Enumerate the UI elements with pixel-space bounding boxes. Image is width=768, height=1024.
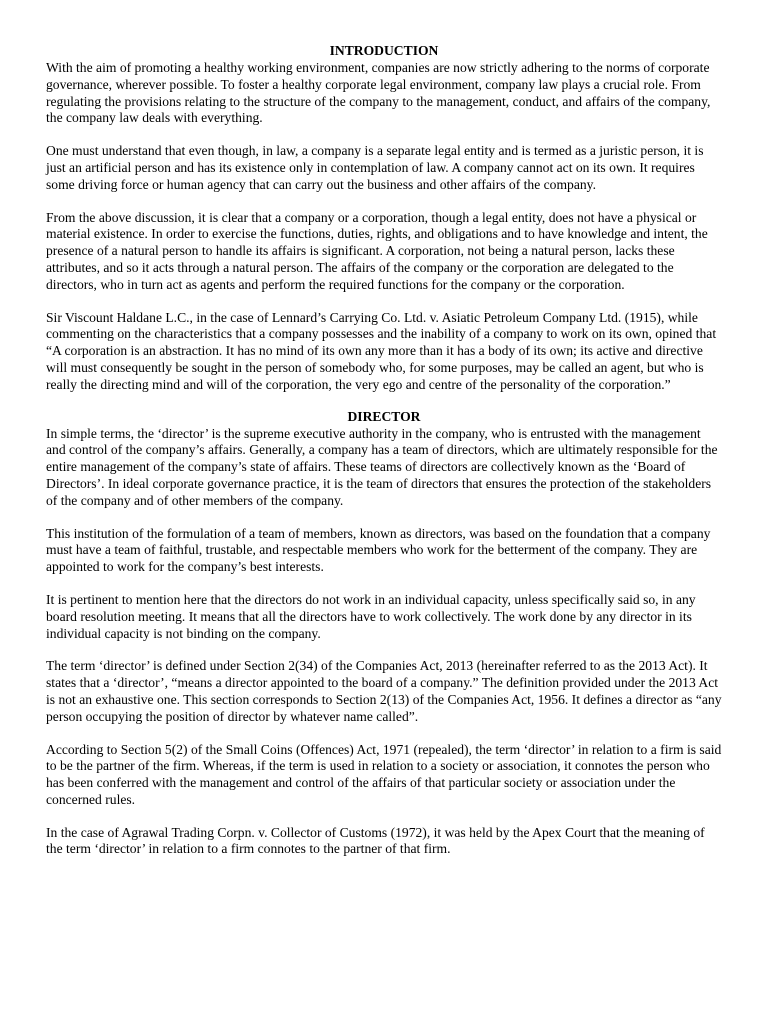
- introduction-paragraph-3: From the above discussion, it is clear that a company or a corporation, though a legal entity, does not have a physical or material existence. In order to exercise the functions, duties, rights, and obligations and to have knowledge and intent, the presence of a natural person to handle its affairs is significant. A corporation, not being a natural person, lacks these attributes, and so it acts through a natural person. The affairs of the company or the corporation are delegated to the directors, who in turn act as agents and perform the required functions for the company or the corporation.: [46, 209, 708, 292]
- introduction-paragraph-1: With the aim of promoting a healthy working environment, companies are now strictly adhering to the norms of corporate governance, wherever possible. To foster a healthy corporate legal environment, company law plays a crucial role. From regulating the provisions relating to the structure of the company to the management, conduct, and affairs of the company, the company law deals with everything.: [46, 60, 711, 126]
- director-paragraph-6: In the case of Agrawal Trading Corpn. v. Collector of Customs (1972), it was held by the Apex Court that the meaning of the term ‘director’ in relation to a firm connotes to the partner of that firm.: [46, 824, 705, 857]
- director-paragraph-2: This institution of the formulation of a team of members, known as directors, was based on the foundation that a company must have a team of faithful, trustable, and respectable members who work for the betterment of the company. They are appointed to work for the company’s best interests.: [46, 525, 711, 575]
- introduction-paragraph-4: Sir Viscount Haldane L.C., in the case of Lennard’s Carrying Co. Ltd. v. Asiatic Petroleum Company Ltd. (1915), while commenting on the characteristics that a company possesses and the inability of a company to work on its own, opined that “A corporation is an abstraction. It has no mind of its own any more than it has a body of its own; its active and directive will must consequently be sought in the person of somebody who, for some purposes, may be called an agent, but who is really the directing mind and will of the corporation, the very ego and centre of the personality of the corporation.”: [46, 309, 717, 392]
- director-paragraph-5: According to Section 5(2) of the Small Coins (Offences) Act, 1971 (repealed), the term ‘director’ in relation to a firm is said to be the partner of the firm. Whereas, if the term is used in relation to a society or association, it connotes the person who has been conferred with the management and control of the affairs of that particular society or association under the concerned rules.: [46, 741, 722, 807]
- introduction-paragraph-2: One must understand that even though, in law, a company is a separate legal entity and is termed as a juristic person, it is just an artificial person and has its existence only in contemplation of law. A company cannot act on its own. It requires some driving force or human agency that can carry out the business and other affairs of the company.: [46, 143, 704, 192]
- document-page: [46, 43, 722, 874]
- director-paragraph-3: It is pertinent to mention here that the directors do not work in an individual capacity, unless specifically said so, in any board resolution meeting. It means that all the directors have to work collectively. The work done by any director in its individual capacity is not binding on the company.: [46, 591, 696, 641]
- director-paragraph-1: In simple terms, the ‘director’ is the supreme executive authority in the company, who is entrusted with the management and control of the company’s affairs. Generally, a company has a team of directors, which are ultimately responsible for the entire management of the company’s state of affairs. These teams of directors are collectively known as the ‘Board of Directors’. In ideal corporate governance practice, it is the team of directors that ensures the protection of the stakeholders of the company and of other members of the company.: [46, 425, 718, 508]
- director-paragraph-4: The term ‘director’ is defined under Section 2(34) of the Companies Act, 2013 (hereinafter referred to as the 2013 Act). It states that a ‘director’, “means a director appointed to the board of a company.” The definition provided under the 2013 Act is not an exhaustive one. This section corresponds to Section 2(13) of the Companies Act, 1956. It defines a director as “any person occupying the position of director by whatever name called”.: [46, 658, 722, 724]
- section-heading-introduction: INTRODUCTION: [329, 43, 439, 58]
- section-heading-director: DIRECTOR: [347, 408, 421, 424]
